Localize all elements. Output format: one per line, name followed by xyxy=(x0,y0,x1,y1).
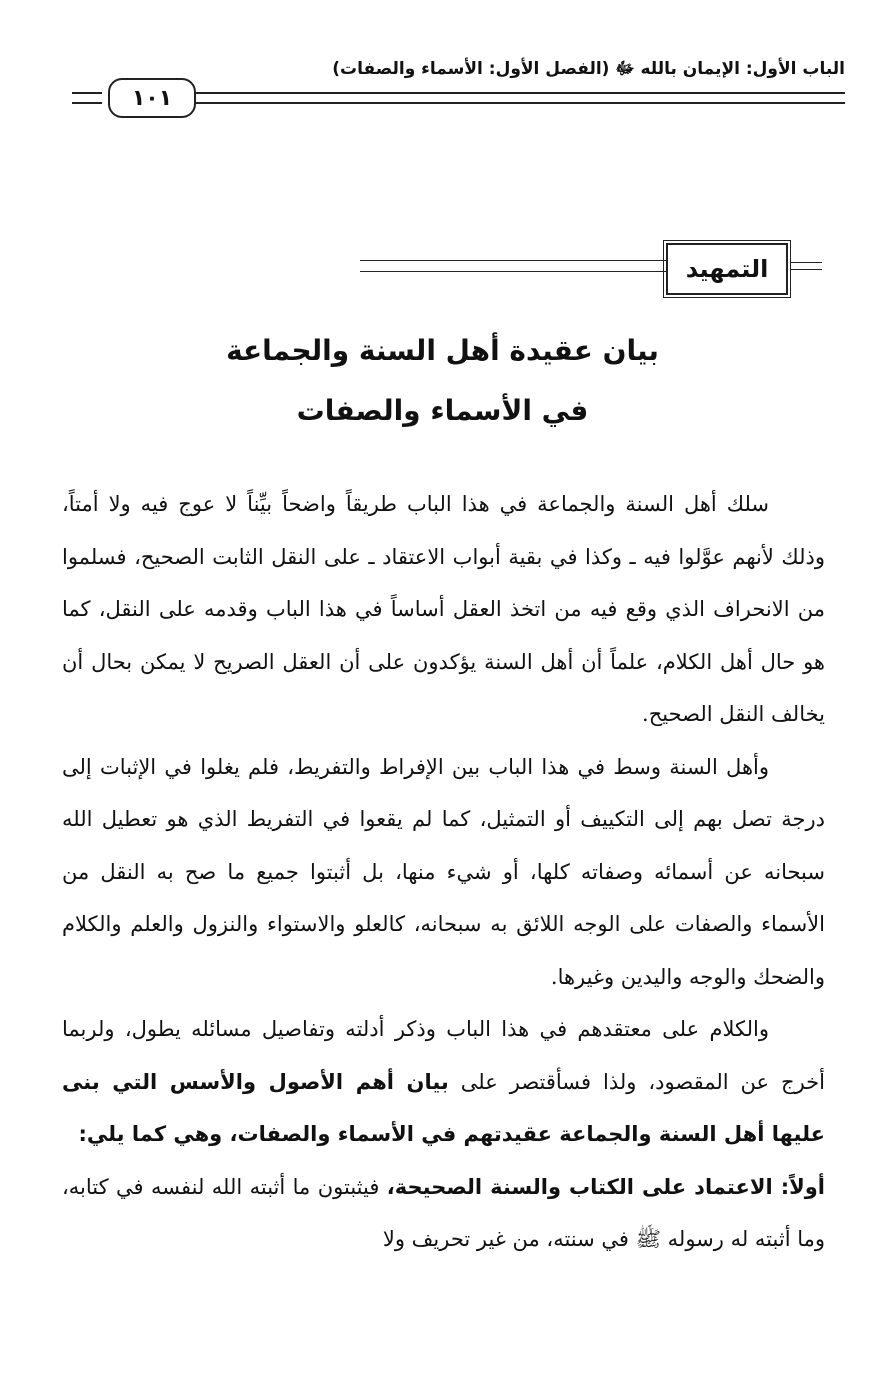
running-header-title: الباب الأول: الإيمان بالله ﷻ (الفصل الأول: الأسماء والصفات) xyxy=(332,59,845,79)
paragraph-3-bold-text: بيان أهم الأصول والأسس التي بنى عليها أهل السنة والجماعة عقيدتهم في الأسماء والصفات، وهي كما يلي: xyxy=(62,1069,825,1146)
page-title-line-2: في الأسماء والصفات xyxy=(296,394,589,427)
page-title-line-1: بيان عقيدة أهل السنة والجماعة xyxy=(226,334,659,367)
paragraph-4-text: فيثبتون ما أثبته الله لنفسه في كتابه، وما أثبته له رسوله ﷺ في سنته، من غير تحريف ولا xyxy=(62,1174,825,1251)
body-text xyxy=(62,478,825,1266)
page-number: ١٠١ xyxy=(108,78,196,118)
paragraph-4-bold-text: أولاً: الاعتماد على الكتاب والسنة الصحيحة، xyxy=(386,1174,826,1199)
header-double-rule-left xyxy=(72,92,102,104)
paragraph-1: سلك أهل السنة والجماعة في هذا الباب طريقاً واضحاً بيِّناً لا عوج فيه ولا أمتاً، وذلك لأنهم عوَّلوا فيه ـ وكذا في بقية أبواب الاعتقاد ـ على النقل الثابت الصحيح، فسلموا من الانحراف الذي وقع فيه من اتخذ العقل أساساً في هذا الباب وقدمه على النقل، كما هو حال أهل الكلام، علماً أن أهل السنة يؤكدون على أن العقل الصريح لا يمكن بحال أن يخالف النقل الصحيح. xyxy=(62,492,825,726)
paragraph-3 xyxy=(62,1003,825,1161)
section-rule-right xyxy=(790,262,822,270)
paragraph-3-text: والكلام على معتقدهم في هذا الباب وذكر أدلته وتفاصيل مسائله يطول، ولربما أخرج عن المقصود، ولذا فسأقتصر على xyxy=(62,1017,825,1094)
section-rule-left xyxy=(360,260,666,272)
header-double-rule xyxy=(196,92,845,104)
section-label: التمهيد xyxy=(666,243,788,295)
paragraph-4 xyxy=(62,1161,825,1266)
paragraph-2: وأهل السنة وسط في هذا الباب بين الإفراط والتفريط، فلم يغلوا في الإثبات إلى درجة تصل بهم إلى التكييف أو التمثيل، كما لم يقعوا في التفريط الذي هو تعطيل الله سبحانه عن أسمائه وصفاته كلها، أو شيء منها، بل أثبتوا جميع ما صح به النقل من الأسماء والصفات على الوجه اللائق به سبحانه، كالعلو والاستواء والنزول والعلم والكلام والضحك والوجه واليدين وغيرها. xyxy=(62,754,825,989)
